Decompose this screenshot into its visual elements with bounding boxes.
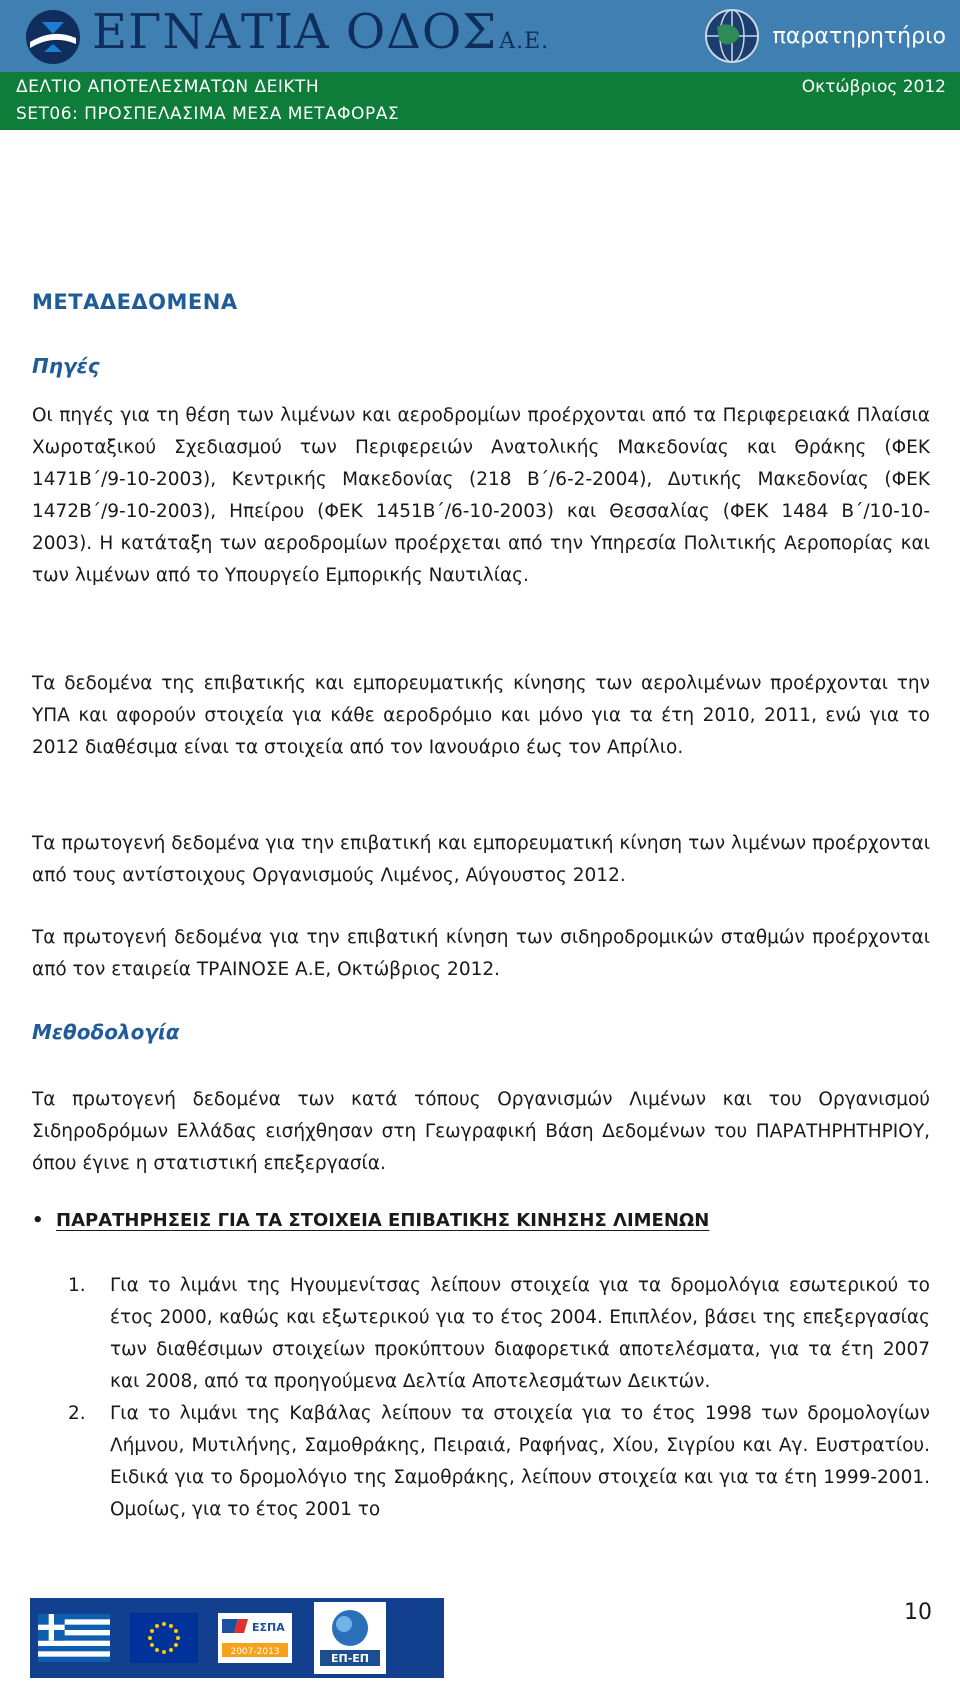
sources-paragraph-1: Οι πηγές για τη θέση των λιμένων και αεροδρομίων προέρχονται από τα Περιφερειακά Πλαίσια Χωροταξικού Σχεδιασμού των Περιφερειών Ανατολικής Μακεδονίας και Θράκης (ΦΕΚ 1471Β΄/9-10-2003), Κεντρικής Μακεδονίας (218 Β΄/6-2-2004), Δυτικής Μακεδονίας (ΦΕΚ 1472Β΄/9-10-2003), Ηπείρου (ΦΕΚ 1451Β΄/6-10-2003) και Θεσσαλίας (ΦΕΚ 1484 Β΄/10-10-2003). Η κατάταξη των αεροδρομίων προέρχεται από την Υπηρεσία Πολιτικής Αεροπορίας και των λιμένων από το Υπουργείο Εμπορικής Ναυτιλίας. (32, 405, 930, 586)
sources-paragraph-2: Τα δεδομένα της επιβατικής και εμπορευματικής κίνησης των αερολιμένων προέρχονται την ΥΠΑ και αφορούν στοιχεία για κάθε αεροδρόμιο και μόνο για τα έτη 2010, 2011, ενώ για το 2012 διαθέσιμα είναι τα στοιχεία από τον Ιανουάριο έως τον Απρίλιο. (32, 673, 930, 758)
brand-name: ΕΓΝΑΤΙΑ ΟΔΟΣΑ.Ε. (92, 4, 550, 60)
list-item (60, 1398, 930, 1526)
sources-paragraph-4: Τα πρωτογενή δεδομένα για την επιβατική κίνηση των σιδηροδρομικών σταθμών προέρχονται από τον εταιρεία ΤΡΑΙΝΟΣΕ Α.Ε, Οκτώβριος 2012. (32, 927, 930, 980)
sources-paragraph-3: Τα πρωτογενή δεδομένα για την επιβατική και εμπορευματική κίνηση των λιμένων προέρχονται από τους αντίστοιχους Οργανισμούς Λιμένος, Αύγουστος 2012. (32, 833, 930, 886)
remarks-heading-text: ΠΑΡΑΤΗΡΗΣΕΙΣ ΓΙΑ ΤΑ ΣΤΟΙΧΕΙΑ ΕΠΙΒΑΤΙΚΗΣ ΚΙΝΗΣΗΣ ΛΙΜΕΝΩΝ (56, 1210, 710, 1231)
methodology-paragraph: Τα πρωτογενή δεδομένα των κατά τόπους Οργανισμών Λιμένων και του Οργανισμού Σιδηροδρόμων Ελλάδας εισήχθησαν στη Γεωγραφική Βάση Δεδομένων του ΠΑΡΑΤΗΡΗΤΗΡΙΟΥ, όπου έγινε η στατιστική επεξεργασία. (32, 1089, 930, 1174)
header-top-bar (0, 0, 960, 72)
footer-logos (30, 1598, 444, 1678)
page-number: 10 (904, 1600, 932, 1625)
section-title: ΜΕΤΑΔΕΔΟΜΕΝΑ (32, 290, 238, 314)
svg-text:ΕΣΠΑ: ΕΣΠΑ (252, 1621, 285, 1634)
svg-text:ΕΠ-ΕΠ: ΕΠ-ΕΠ (330, 1652, 370, 1665)
eu-flag-icon (130, 1613, 198, 1663)
bulletin-title: ΔΕΛΤΙΟ ΑΠΟΤΕΛΕΣΜΑΤΩΝ ΔΕΙΚΤΗ (16, 77, 320, 97)
bullet-icon: • (32, 1210, 44, 1231)
egnatia-logo-icon (24, 8, 82, 66)
list-item-text: Για το λιμάνι της Καβάλας λείπουν τα στοιχεία για το έτος 1998 των δρομολογίων Λήμνου, Μυτιλήνης, Σαμοθράκης, Πειραιά, Ραφήνας, Χίου, Σιγρίου και Αγ. Ευστρατίου. Ειδικά για το δρομολόγιο της Σαμοθράκης, λείπουν στοιχεία και για τα έτη 1999-2001. Ομοίως, για το έτος 2001 το (110, 1403, 930, 1520)
list-item-number: 1. (68, 1275, 86, 1296)
set-title: SET06: ΠΡΟΣΠΕΛΑΣΙΜΑ ΜΕΣΑ ΜΕΤΑΦΟΡΑΣ (16, 104, 400, 124)
globe-icon (703, 7, 761, 65)
egnatia-logo (24, 4, 550, 66)
greek-flag-icon (38, 1613, 110, 1663)
sources-heading: Πηγές (32, 354, 100, 378)
list-item (60, 1270, 930, 1398)
remarks-heading (32, 1210, 709, 1231)
header-info-band (0, 72, 960, 130)
methodology-heading: Μεθοδολογία (32, 1020, 180, 1044)
remarks-list (60, 1270, 930, 1526)
observatory-logo (703, 4, 946, 68)
espa-logo (218, 1613, 292, 1663)
epep-logo (314, 1602, 386, 1674)
list-item-number: 2. (68, 1403, 86, 1424)
list-item-text: Για το λιμάνι της Ηγουμενίτσας λείπουν στοιχεία για τα δρομολόγια εσωτερικού το έτος 2000, καθώς και εξωτερικού για το έτος 2004. Επιπλέον, βάσει της επεξεργασίας των διαθέσιμων στοιχείων προκύπτουν διαφορετικά αποτελέσματα, για τα έτη 2007 και 2008, από τα προηγούμενα Δελτία Αποτελεσμάτων Δεικτών. (110, 1275, 930, 1392)
observatory-title: παρατηρητήριο (772, 23, 946, 49)
svg-text:2007-2013: 2007-2013 (230, 1647, 280, 1657)
bulletin-date: Οκτώβριος 2012 (801, 77, 946, 97)
